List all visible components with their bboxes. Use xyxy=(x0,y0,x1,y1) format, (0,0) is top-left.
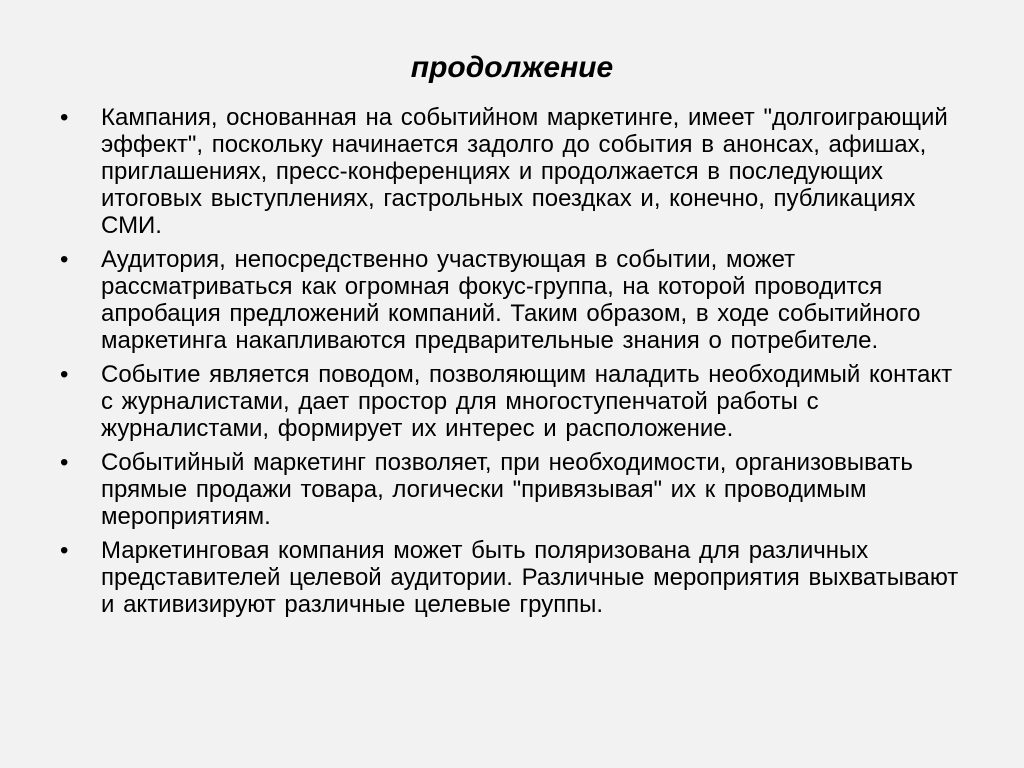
bullet-item xyxy=(60,361,960,442)
bullet-icon: • xyxy=(60,104,69,131)
bullet-text: Кампания, основанная на событийном маркетинге, имеет "долгоиграющий эффект", поскольку начинается задолго до события в анонсах, афишах, приглашениях, пресс-конференциях и продолжается в последующих итоговых выступлениях, гастрольных поездках и, конечно, публикациях СМИ. xyxy=(101,104,948,239)
bullet-item xyxy=(60,246,960,354)
bullet-text: Аудитория, непосредственно участвующая в событии, может рассматриваться как огромная фокус-группа, на которой проводится апробация предложений компаний. Таким образом, в ходе событийного маркетинга накапливаются предварительные знания о потребителе. xyxy=(101,246,921,354)
bullet-text: Маркетинговая компания может быть поляризована для различных представителей целевой аудитории. Различные мероприятия выхватывают и активизируют различные целевые группы. xyxy=(101,537,959,618)
bullet-icon: • xyxy=(60,449,69,476)
bullet-text: Событийный маркетинг позволяет, при необходимости, организовывать прямые продажи товара, логически "привязывая" их к проводимым мероприятиям. xyxy=(101,449,913,530)
bullet-icon: • xyxy=(60,246,69,273)
slide-title: продолжение xyxy=(410,51,614,84)
bullet-item xyxy=(60,104,960,239)
bullet-icon: • xyxy=(60,537,69,564)
bullet-text: Событие является поводом, позволяющим наладить необходимый контакт с журналистами, дает простор для многоступенчатой работы с журналистами, формирует их интерес и расположение. xyxy=(101,361,953,442)
bullet-item xyxy=(60,449,960,530)
bullet-icon: • xyxy=(60,361,69,388)
bullet-item xyxy=(60,537,960,618)
bullet-list xyxy=(60,104,960,625)
